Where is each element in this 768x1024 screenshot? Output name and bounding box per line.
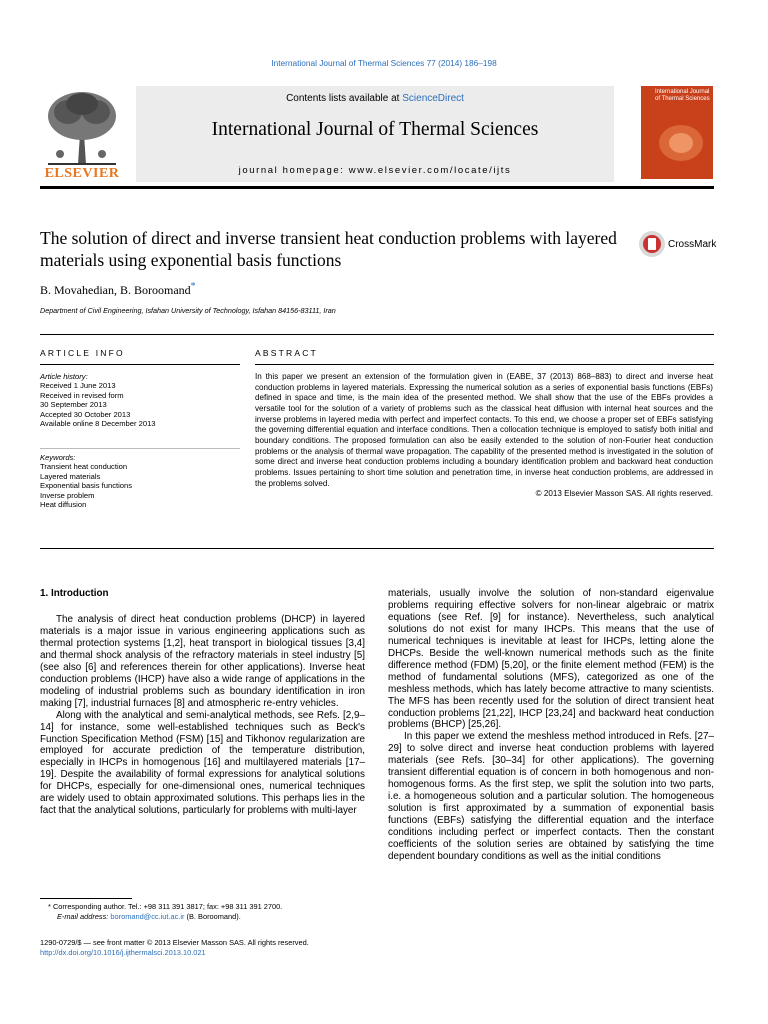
abstract-body [255,372,713,500]
contents-line [136,93,614,104]
keyword-item: Transient heat conduction [40,462,128,472]
history-label: Article history: [40,372,88,381]
author-names: B. Movahedian, B. Boroomand [40,283,191,297]
cover-title: International Journal of Thermal Sciences [655,89,710,102]
keyword-item: Layered materials [40,471,101,481]
elsevier-tree-logo [40,86,124,178]
abstract-heading: ABSTRACT [255,348,318,358]
keyword-item: Inverse problem [40,490,95,500]
journal-title: International Journal of Thermal Sciences [211,119,539,140]
keyword-item: Heat diffusion [40,500,87,510]
abstract-text: In this paper we present an extension of the formulation given in (EABE, 37 (2013) 868–883) to direct and inverse heat conduction problems in layered materials. Expressing the numerical solution as a series of exponential basis functions (EBFs) defined in space and time, is the main idea of the presented method. We shall show that the use of the EBFs provides a versatile tool for the solution of a variety of problems such as the classical heat diffusion with internal heat sources and the inverse problems in layered media with perfect and imperfect contacts. To this end, we choose a proper set of EBFs satisfying the governing differential equation and interface conditions. Then a collocation technique is employed to satisfy both initial and boundary conditions. The proposed formulation can also be easily extended to the solution of non-Fourier heat conduction problems or the analysis of thermal wave propagation. The capability of the presented method is investigated in the solution of some direct and inverse heat conduction problems including a boundary identification problem and backward heat conduction problems. Issues pertaining to short time solution and penetration time, in inverse heat conduction problems, are addressed in the problems solved. [255,372,713,488]
abstract-rule-bottom [40,548,714,549]
abstract-rule-top [255,364,714,365]
journal-citation[interactable]: International Journal of Thermal Sciences 77 (2014) 186–198 [271,58,497,68]
contents-prefix: Contents lists available at [286,93,403,104]
email-link[interactable]: boromand@cc.iut.ac.ir [110,911,185,921]
crossmark-label[interactable]: CrossMark [668,239,717,250]
email-name: (B. Boroomand). [186,911,241,921]
paragraph: The analysis of direct heat conduction problems (DHCP) in layered materials is a major issue in various engineering applications such as thermal protection systems [1,2], heat transport in biological tissues [3,4] and thermal shock analysis of the refractory materials in steel industry [5] (see also [6] and references therein for other applications). Inverse heat conduction problems (IHCP) have also a wide range of applications in the modeling of industrial problems such as boundary identification in iron making [7], industrial furnaces [8] and atmospheric re-entry vehicles. [40,614,365,709]
keyword-item: Exponential basis functions [40,481,133,491]
corresponding-footnote [40,902,370,912]
keywords-label: Keywords: [40,453,76,462]
info-divider [40,448,240,449]
cover-artwork [655,120,707,166]
paragraph: Along with the analytical and semi-analytical methods, see Refs. [2,9–14] for instance, some well-established techniques such as Beck's Function Specification Method (FSM) [15] and Tikhonov regularization are employed for accurate prediction of the temperature distribution, especially in IHCPs in homogenous [16] and multilayered materials [17–19]. Despite the availability of formal expressions for analytical solutions for DHCPs, especially for one-dimensional ones, numerical techniques are widely used to obtain approximated solutions. This perhaps lies in the fact that the analytical solutions, particularly for problems with multi-layer [40,709,365,817]
header-rule [40,186,714,189]
journal-homepage[interactable]: journal homepage: www.elsevier.com/locate/ijts [238,165,512,176]
paragraph: materials, usually involve the solution of non-standard eigenvalue problems requiring effective solvers for non-linear algebraic or matrix equations (see Ref. [9] for instance). Nevertheless, such analytical solutions do not exist for many IHCPs. This means that the use of numerical techniques is inevitable at least for IHCPs, letting alone the DHCPs. Beside the well-known numerical methods such as the finite difference method (FDM) [5,20], or the finite element method (FEM) is the method of fundamental solutions (MFS), categorized as one of the meshless methods, which has lately become attractive to many scientists. The MFS has been recently used for the solution of direct transient heat conduction problems [21,22], IHCP [23,24] and backward heat conduction problems (BHCP) [25,26]. [388,588,714,731]
affiliation: Department of Civil Engineering, Isfahan University of Technology, Isfahan 84156-83111, Iran [40,306,336,315]
section-heading: 1. Introduction [40,588,109,599]
history-item: Available online 8 December 2013 [40,419,156,429]
author-list [40,281,196,298]
history-item: 30 September 2013 [40,400,107,410]
paragraph: In this paper we extend the meshless method introduced in Refs. [27–29] to solve direct and inverse heat conduction problems with layered materials (see Refs. [30–34] for other applications). The governing transient differential equation is of concern in both homogenous and non-homogenous forms. As the first step, we split the solution into two parts, i.e. a homogeneous solution and a particular solution. The homogeneous solution is first approximated by a summation of exponential basis functions (EBFs) satisfying the differential equation and the interface conditions including perfect or imperfect contacts. Then the constant coefficients of the solution series are obtained by satisfying the time dependent boundary conditions as well as the initial conditions [388,731,714,862]
footnote-mark: * [48,902,51,911]
info-rule-top [40,364,240,365]
left-column [40,614,365,817]
corresponding-text: Corresponding author. Tel.: +98 311 391 3817; fax: +98 311 391 2700. [52,902,283,911]
abstract-copyright: © 2013 Elsevier Masson SAS. All rights reserved. [535,489,713,499]
doi-link[interactable]: http://dx.doi.org/10.1016/j.ijthermalsci.2013.10.021 [40,948,206,957]
article-history [40,372,240,428]
affiliation-rule [40,334,714,335]
email-line [40,912,370,922]
footnote-rule [40,898,132,899]
corresponding-author-mark[interactable]: * [190,281,196,292]
history-item: Accepted 30 October 2013 [40,409,131,419]
sciencedirect-link[interactable]: ScienceDirect [402,93,464,104]
article-info-heading: ARTICLE INFO [40,348,125,358]
right-column [388,588,714,863]
email-label: E-mail address: [57,911,109,921]
keywords [40,453,240,509]
crossmark-icon[interactable] [638,230,666,258]
elsevier-wordmark[interactable]: ELSEVIER [44,166,120,181]
footnote [40,902,370,921]
history-item: Received 1 June 2013 [40,381,116,391]
article-title: The solution of direct and inverse transient heat conduction problems with layered materials using exponential basis functions [40,228,617,270]
journal-cover-thumbnail[interactable] [641,86,713,179]
history-item: Received in revised form [40,390,124,400]
issn-line: 1290-0729/$ — see front matter © 2013 Elsevier Masson SAS. All rights reserved. [40,938,309,947]
